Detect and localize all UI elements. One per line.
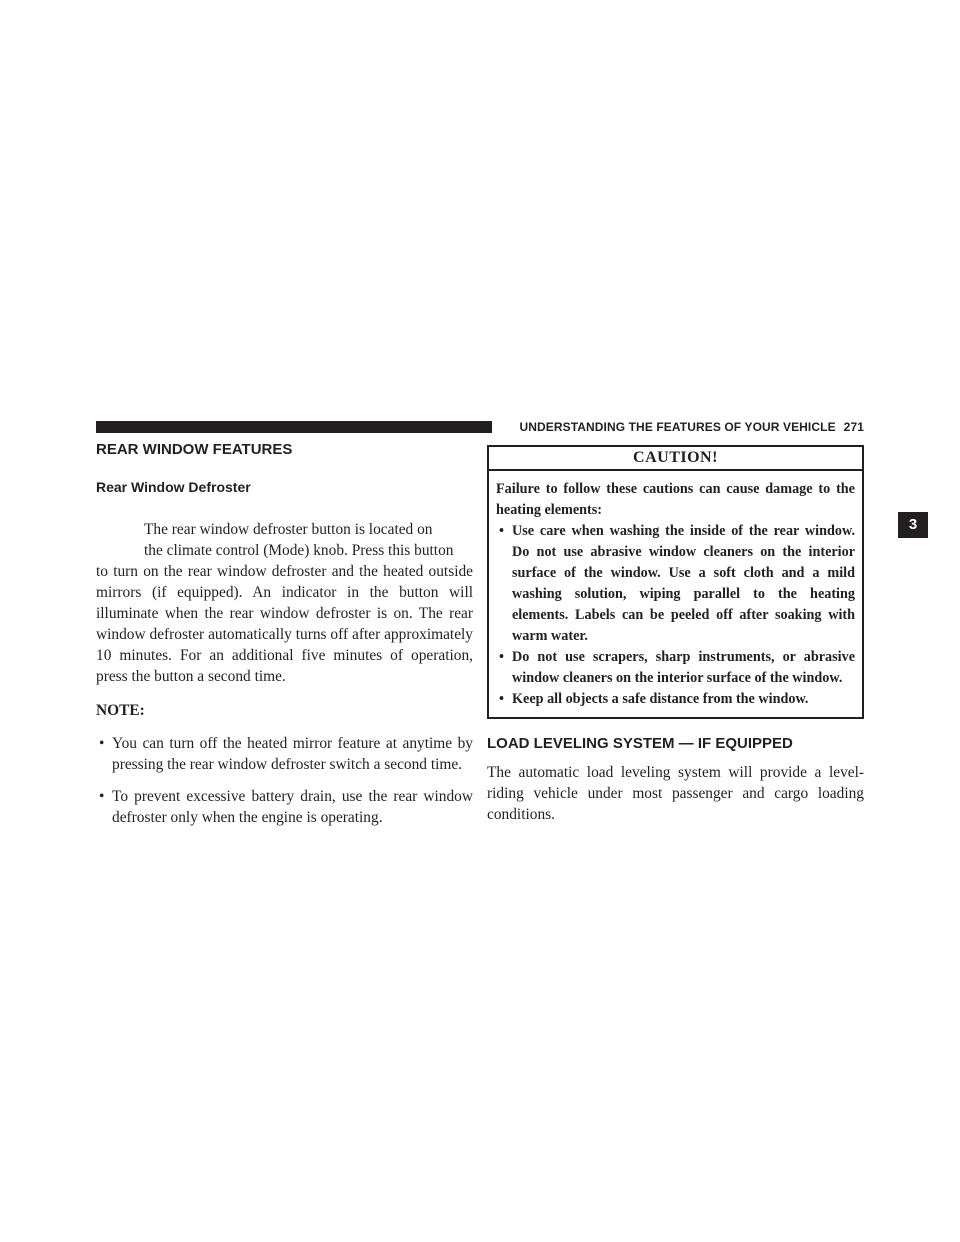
caution-bullet-text: Use care when washing the inside of the rear window. Do not use abrasive window cleaners on the interior surface of the window. Use a soft cloth and a mild washing solution, wiping parallel to the heating elements. Labels can be peeled off after soaking with warm water. (512, 523, 855, 644)
note-label: NOTE: (96, 702, 145, 719)
subsection-title-defroster: Rear Window Defroster (96, 479, 251, 495)
header-title: UNDERSTANDING THE FEATURES OF YOUR VEHICLE (519, 420, 836, 434)
note-bullet-text: You can turn off the heated mirror feature at anytime by pressing the rear window defroster switch a second time. (112, 735, 473, 773)
list-item (96, 786, 473, 828)
caution-title: CAUTION! (489, 447, 862, 471)
defroster-text: to turn on the rear window defroster and the heated outside mirrors (if equipped). An indicator in the button will illuminate when the rear window defroster is on. The rear window defroster automatically turns off after approximately 10 minutes. For an additional five minutes of operation, press the button a second time. (96, 563, 473, 685)
bullet-icon: • (99, 788, 105, 805)
caution-body (489, 471, 862, 717)
page-number: 271 (843, 420, 864, 434)
left-column (96, 440, 473, 828)
running-header (508, 418, 864, 436)
defroster-text-line1: The rear window defroster button is located on (144, 521, 433, 538)
load-leveling-text: The automatic load leveling system will provide a level-riding vehicle under most passenger and cargo loading conditions. (487, 764, 864, 823)
list-item (496, 521, 855, 647)
chapter-tab: 3 (898, 512, 928, 538)
list-item (496, 689, 855, 710)
bullet-icon: • (499, 691, 504, 707)
bullet-icon: • (499, 523, 504, 539)
header-rule-bar (96, 421, 492, 433)
caution-bullet-text: Keep all objects a safe distance from the window. (512, 691, 809, 707)
note-bullet-list (96, 733, 473, 828)
section-title-load-leveling: LOAD LEVELING SYSTEM — IF EQUIPPED (487, 735, 793, 752)
list-item (96, 733, 473, 775)
section-title-rear-window: REAR WINDOW FEATURES (96, 441, 293, 458)
note-bullet-text: To prevent excessive battery drain, use the rear window defroster only when the engine is operating. (112, 788, 473, 826)
bullet-icon: • (499, 649, 504, 665)
right-column (487, 445, 864, 825)
caution-bullet-list (496, 521, 855, 710)
caution-bullet-text: Do not use scrapers, sharp instruments, or abrasive window cleaners on the interior surface of the window. (512, 649, 855, 686)
defroster-paragraph (96, 519, 473, 687)
list-item (496, 647, 855, 689)
caution-intro: Failure to follow these cautions can cause damage to the heating elements: (496, 481, 855, 518)
caution-box (487, 445, 864, 719)
bullet-icon: • (99, 735, 105, 752)
defroster-text-line2: the climate control (Mode) knob. Press this button (144, 542, 454, 559)
